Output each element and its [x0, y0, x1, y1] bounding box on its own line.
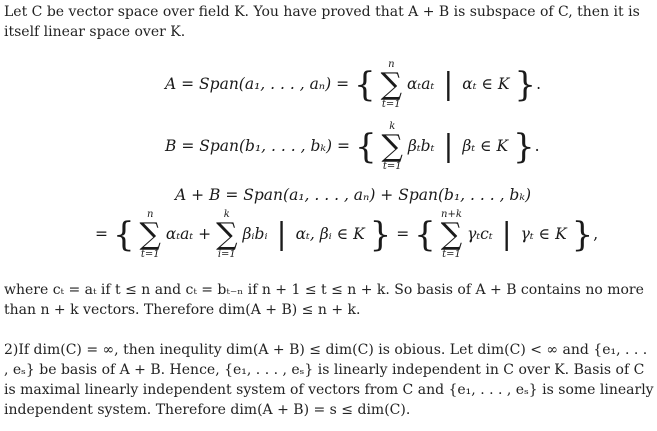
eq-b-left: B = Span(b₁, . . . , bₖ) = [165, 137, 350, 155]
eq-a-condition: αₜ ∈ K [462, 75, 510, 93]
sum-ab-2: k ∑ i=1 [216, 209, 238, 260]
eq-b-inner: βₜbₜ [407, 137, 435, 155]
open-brace: { [354, 65, 376, 105]
equation-sum-line2: = { n ∑ t=1 αₜaₜ + k ∑ i=1 βᵢbᵢ | αₜ, βᵢ ∈ K } = { n+k ∑ t=1 γₜcₜ | γₜ ∈ K }, [95, 209, 599, 260]
eq-a-inner: αₜaₜ [406, 75, 435, 93]
sum-b: k ∑ t=1 [381, 121, 403, 172]
equation-span-a: A = Span(a₁, . . . , aₙ) = { n ∑ t=1 αₜaₜ | αₜ ∈ K }. [165, 59, 541, 110]
basis-paragraph: where cₜ = aₜ if t ≤ n and cₜ = bₜ₋ₙ if n + 1 ≤ t ≤ n + k. So basis of A + B contains no more than n + k vectors. Therefore dim(A + B) ≤ n + k. [4, 282, 644, 318]
sum-ab-3: n+k ∑ t=1 [440, 209, 463, 260]
eq-b-condition: βₜ ∈ K [462, 137, 509, 155]
equation-span-b: B = Span(b₁, . . . , bₖ) = { k ∑ t=1 βₜbₜ | βₜ ∈ K }. [165, 121, 540, 172]
equation-sum-line1: A + B = Span(a₁, . . . , aₙ) + Span(b₁, . . . , bₖ) [175, 186, 532, 204]
eq-a-left: A = Span(a₁, . . . , aₙ) = [165, 75, 350, 93]
sum-ab-1: n ∑ t=1 [139, 209, 161, 260]
dimension-paragraph: 2)If dim(C) = ∞, then inequlity dim(A + B) ≤ dim(C) is obious. Let dim(C) < ∞ and {e₁, . . . , eₛ} be basis of A + B. Hence, {e₁, . . . , eₛ} is linearly independent in C over K. Basis of C is maximal linearly independent system of vectors from C and {e₁, . . . , eₛ} is some linearly independent system. Therefore dim(A + B) = s ≤ dim(C). [4, 342, 654, 418]
close-brace: } [514, 65, 537, 105]
intro-paragraph: Let C be vector space over field K. You have proved that A + B is subspace of C, then it is itself linear space over K. [4, 4, 640, 40]
sum-a: n ∑ t=1 [380, 59, 402, 110]
